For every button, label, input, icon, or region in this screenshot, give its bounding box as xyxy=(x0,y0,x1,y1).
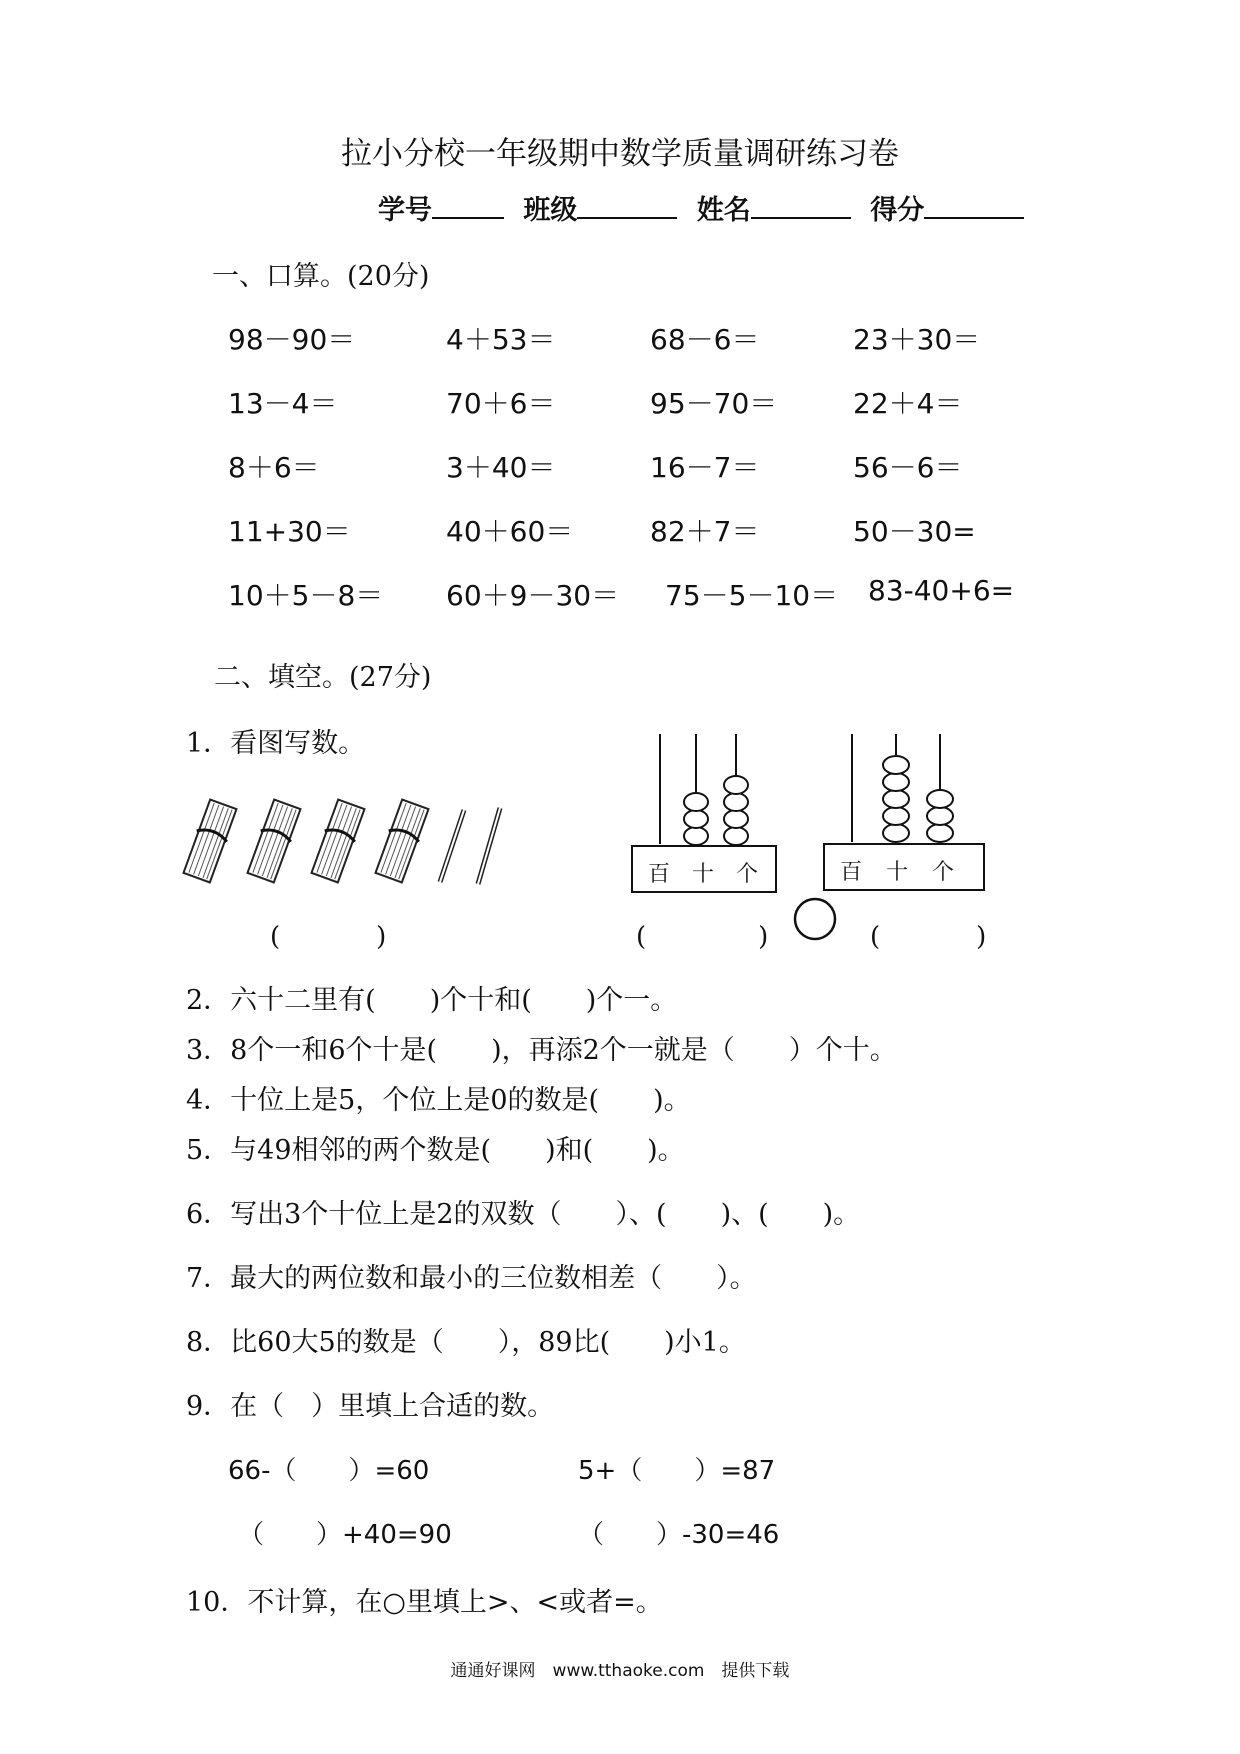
bead-icon xyxy=(684,793,708,811)
bead-icon xyxy=(927,807,953,825)
abacus-1-place-hundreds: 百 xyxy=(648,862,671,887)
calc-item: 68－6＝ xyxy=(650,323,760,356)
question-7: 7．最大的两位数和最小的三位数相差（ ）。 xyxy=(186,1263,757,1294)
name-field[interactable] xyxy=(751,191,851,219)
calc-item: 50－30= xyxy=(853,515,976,548)
bead-icon xyxy=(883,824,909,842)
calc-item: 10＋5－8＝ xyxy=(228,579,384,612)
answer-blank-sticks[interactable] xyxy=(270,922,386,952)
footer-credit: 通通好课网 www.tthaoke.com 提供下载 xyxy=(450,1661,790,1681)
question-6: 6．写出3个十位上是2的双数（ ）、( )、( )。 xyxy=(186,1199,861,1230)
student-no-field[interactable] xyxy=(432,191,504,219)
bead-icon xyxy=(927,790,953,808)
calc-item: 60＋9－30＝ xyxy=(446,579,620,612)
question-9: 9．在（ ）里填上合适的数。 xyxy=(186,1391,555,1422)
stick-bundle-icon xyxy=(246,799,303,883)
question-10: 10．不计算，在○里填上>、<或者=。 xyxy=(186,1587,663,1618)
bead-icon xyxy=(724,810,748,828)
fill-equation[interactable]: 5+（ ）=87 xyxy=(578,1456,776,1486)
calc-item: 4＋53＝ xyxy=(446,323,556,356)
calc-item: 98－90＝ xyxy=(228,323,356,356)
abacus-1-place-ones: 个 xyxy=(736,862,759,887)
abacus-1-place-tens: 十 xyxy=(692,862,715,887)
calc-item: 83-40+6= xyxy=(868,574,1015,607)
calc-item: 13－4＝ xyxy=(228,387,338,420)
answer-blank-abacus-2[interactable] xyxy=(870,922,986,952)
bead-icon xyxy=(883,756,909,774)
calc-item: 11+30＝ xyxy=(228,515,351,548)
class-field[interactable] xyxy=(577,191,677,219)
bead-icon xyxy=(883,807,909,825)
question-4: 4．十位上是5，个位上是0的数是( )。 xyxy=(186,1085,691,1116)
paren-close: ) xyxy=(976,922,987,952)
question-5: 5．与49相邻的两个数是( )和( )。 xyxy=(186,1135,685,1166)
single-stick-icon xyxy=(478,808,500,884)
section1-heading: 一、口算。(20分) xyxy=(212,261,430,292)
bead-icon xyxy=(684,810,708,828)
bead-icon xyxy=(883,790,909,808)
question-3: 3．8个一和6个十是( )，再添2个一就是（ ）个十。 xyxy=(186,1035,897,1066)
compare-circle-icon[interactable] xyxy=(792,896,838,942)
answer-blank-abacus-1[interactable] xyxy=(636,922,768,952)
section2-heading: 二、填空。(27分) xyxy=(214,662,432,693)
bead-icon xyxy=(724,827,748,845)
stick-bundle-icon xyxy=(374,799,431,883)
bead-icon xyxy=(927,824,953,842)
fill-equation[interactable]: （ ）-30=46 xyxy=(578,1520,780,1550)
calc-item: 95－70＝ xyxy=(650,387,778,420)
bead-icon xyxy=(684,827,708,845)
calc-item: 56－6＝ xyxy=(853,451,963,484)
abacus-2-place-ones: 个 xyxy=(932,860,955,885)
paren-open: ( xyxy=(870,922,881,952)
stick-bundle-icon xyxy=(310,799,367,883)
calc-item: 40＋60＝ xyxy=(446,515,574,548)
paren-open: ( xyxy=(270,922,281,952)
paren-close: ) xyxy=(376,922,387,952)
paren-close: ) xyxy=(758,922,769,952)
single-stick-icon xyxy=(440,810,464,882)
calc-item: 3＋40＝ xyxy=(446,451,556,484)
info-line xyxy=(378,188,1024,227)
name-label: 姓名 xyxy=(696,195,751,226)
stick-bundles-illustration xyxy=(182,796,492,896)
score-field[interactable] xyxy=(924,191,1024,219)
fill-equation[interactable]: （ ）+40=90 xyxy=(238,1520,452,1550)
student-no-label: 学号 xyxy=(378,195,432,226)
class-label: 班级 xyxy=(523,195,578,226)
calc-item: 82＋7＝ xyxy=(650,515,760,548)
calc-item: 23＋30＝ xyxy=(853,323,981,356)
bead-icon xyxy=(883,773,909,791)
fill-equation[interactable]: 66-（ ）=60 xyxy=(228,1456,430,1486)
abacus-2-place-hundreds: 百 xyxy=(840,860,863,885)
calc-item: 16－7＝ xyxy=(650,451,760,484)
score-label: 得分 xyxy=(870,195,925,226)
abacus-2-place-tens: 十 xyxy=(886,860,909,885)
question-2: 2．六十二里有( )个十和( )个一。 xyxy=(186,985,678,1016)
question-8: 8．比60大5的数是（ ），89比( )小1。 xyxy=(186,1327,746,1358)
calc-item: 70＋6＝ xyxy=(446,387,556,420)
calc-item: 8＋6＝ xyxy=(228,451,320,484)
page-title: 拉小分校一年级期中数学质量调研练习卷 xyxy=(341,136,899,172)
bead-icon xyxy=(724,776,748,794)
calc-item: 22＋4＝ xyxy=(853,387,963,420)
calc-item: 75－5－10＝ xyxy=(665,579,839,612)
question-1: 1．看图写数。 xyxy=(186,728,366,759)
bead-icon xyxy=(724,793,748,811)
stick-bundle-icon xyxy=(182,799,239,883)
paren-open: ( xyxy=(636,922,647,952)
